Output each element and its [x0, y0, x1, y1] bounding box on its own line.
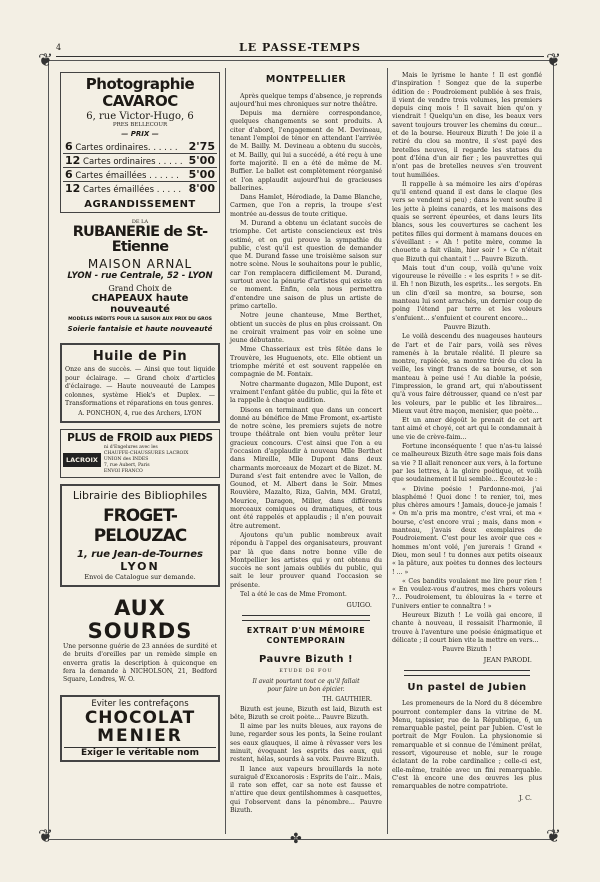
ad-eviter: Eviter les contrefaçons [91, 698, 189, 709]
column-rule [387, 68, 388, 834]
ad-line: CHAUFFE-CHAUSSURES LACROIX [103, 451, 189, 457]
article-signature: JEAN PARODI. [483, 656, 532, 665]
ad-title: RUBANERIE de St-Etienne [72, 224, 208, 256]
article-paragraph: Mais le lyrisme le hante ! Il est gonflé d'inspiration ! Songez que de la superbe édition de : Poudroiement publiée à ses frais, il vient de vendre trois volumes, les premiers depuis cinq mois ! Il savait bien qu'on y viendrait ! Quelqu'un en dise, les beaux vers savent toujours trouver les chemins du cœur... et de la bourse. Heureux Bizuth ! De joie il a retiré du clou sa montre, il s'est payé des bretelles neuves, il regarde les statues du pont d'Iéna d'un air fier ; les pauvrettes qui n'ont pas de bretelles neuves s'en trouvent tout humiliées. [392, 72, 542, 179]
ad-line: 7, rue Aubert, Paris [103, 463, 150, 469]
ad-rubanerie [60, 219, 220, 337]
ad-agrandissement: AGRANDISSEMENT [84, 199, 196, 210]
article-title-jubien: Un pastel de Jubien [407, 682, 527, 694]
ad-city: LYON [120, 559, 160, 573]
ad-froid-aux-pieds [60, 429, 220, 478]
ad-title: AUX SOURDS [87, 595, 193, 643]
advertisements-column [60, 72, 220, 768]
article-paragraph: Heureux Bizuth ! Le voilà gai encore, il chante à nouveau, il ressaisit l'harmonie, il trouve à l'aventure une poésie énigmatique et délicate ; il court bien vite la mettre en vers... [392, 612, 542, 644]
ad-near: PRES BELLECOUR [112, 122, 168, 128]
article-paragraph: Ajoutons qu'un public nombreux avait répondu à l'appel des organisateurs, prouvant par là que dans notre bonne ville de Montpellier les artistes qui y ont obtenu du succès ne sont jamais oubliés du public, qui sait le leur prouver quand l'occasion se présente. [230, 531, 382, 589]
article-paragraph: M. Durand a obtenu un éclatant succès de triomphe. Cet artiste consciencieux est très estimé, et on gui prouve la sympathie du public, c'est qu'il est question de demander que M. Durand fasse une troisième saison sur notre scène. Nous le souhaitons pour le public, car l'on remplacera difficilement M. Durand, surtout avec la pénurie d'artistes qui existe en ce moment. Enfin, cela nous permettra d'entendre une saison de plus un artiste de primo cartello. [230, 219, 382, 310]
ad-line: UNION des INDES [103, 457, 149, 463]
epigraph-author: TH. GAUTHIER. [322, 695, 372, 703]
lacroix-logo: LACROIX [63, 453, 101, 467]
article-paragraph: Après quelque temps d'absence, je reprends aujourd'hui mes chroniques sur notre théâtre. [230, 92, 382, 108]
ad-title: PLUS de FROID aux PIEDS [67, 432, 213, 445]
ad-envoi: Envoi de Catalogue sur demande. [84, 572, 196, 581]
ad-line: ENVOI FRANCO [103, 469, 143, 475]
corner-ornament-icon: ❦ [546, 826, 562, 847]
ad-chapeaux: CHAPEAUX haute nouveauté [91, 293, 189, 316]
ad-address: A. PONCHON, 4, rue des Archers, LYON [78, 410, 202, 418]
journal-title: LE PASSE-TEMPS [239, 41, 361, 54]
ad-aux-sourds [60, 593, 220, 689]
ad-chocolat-menier [60, 695, 220, 762]
ad-brand: CHOCOLAT [84, 707, 196, 728]
ad-exiger: Exiger le véritable nom [64, 747, 216, 758]
article-paragraph: Disons en terminant que dans un concert donné au bénéfice de Mme Fromont, ex-artiste de notre scène, les premiers sujets de notre troupe théâtrale ont bien voulu prêter leur gracieux concours. C'est ainsi que l'on a eu l'occasion d'applaudir à nouveau Mlle Berthet dans Mireille, Mlle Dupont dans deux charmants morceaux de Mozart et de Bizet. M. Durand s'est fait entendre avec le Vallon, de Gounod, et M. Albert dans le Soir. Mmes Rouvière, Mazalto, Riza, Galvin, MM. Gratzl, Meurice, Daragon, Miller, dans différents morceaux comiques ou dramatiques, et tous ont été rappelés et applaudis ; il n'en pouvait être autrement. [230, 406, 382, 530]
price-row: 12 Cartes ordinaires . . . . . 5'00 [65, 154, 215, 167]
separator [404, 670, 530, 676]
page-number: 4 [56, 43, 62, 52]
article-paragraph: Pauvre Bizuth ! [442, 646, 492, 654]
corner-ornament-icon: ❦ [38, 826, 54, 847]
column-rule [225, 68, 226, 834]
ad-address: 6, rue Victor-Hugo, 6 [86, 111, 194, 122]
corner-ornament-icon: ❦ [38, 50, 54, 71]
ad-subtitle: Librairie des Bibliophiles [72, 489, 208, 503]
article-signature: J. C. [518, 793, 532, 802]
ad-text: Une personne guérie de 23 années de surdité et de bruits d'oreilles par un remède simple en enverra gratis la description à quiconque en fera la demande à NICHOLSON, 21, Bedford Square, Londres, W. O. [63, 642, 217, 684]
header-rule [56, 56, 544, 57]
ad-menier: MENIER [97, 726, 183, 747]
ad-title: Photographie CAVAROC [85, 75, 195, 110]
ad-address: 1, rue Jean-de-Tournes [76, 548, 203, 560]
article-paragraph: Il lance aux vapeurs brouillards la note suraiguë d'Excanorosis : Esprits de l'air... Mais, il rate son effet, car sa note est fausse et n'attire que deux gentilshommes à casquettes, qui l'observent dans la pénombre... Pauvre Bizuth. [230, 765, 383, 815]
price-row: 12 Cartes émaillées . . . . . 8'00 [65, 182, 215, 195]
article-paragraph: Depuis ma dernière correspondance, quelques changements se sont produits. A citer d'abord, l'engagement de M. Devineau, tenant l'emploi de ténor en attendant l'arrivée de M. Bailly. M. Devineau a obtenu du succès, et M. Bailly, qui lui a succédé, a été reçu à une forte majorité. Il en a été de même de M. Buffier. Le ballet est complètement réorganisé et l'on applaudit aujourd'hui de gracieuses ballerines. [230, 110, 382, 192]
ad-huile-de-pin [60, 343, 220, 423]
ad-grand-choix: Grand Choix de [108, 284, 172, 294]
article-paragraph: Les promeneurs de la Nord du 8 décembre pourront contempler dans la vitrine de M. Menu, tapissier, rue de la République, 6, un remarquable pastel, peint par Jubien. C'est le portrait de Mgr Foulon. La physionomie si remarquable et si connue de l'éminent prélat, ressort, vigoureuse et noble, sur le rouge éclatant de la robe cardinalice ; celle-ci est, elle-même, traitée avec un fini remarquable. C'est là encore une des œuvres les plus remarquables de notre compatriote. [392, 700, 542, 791]
article-paragraph: Il rappelle à sa mémoire les airs d'opéras qu'il entend quand il est dans le claque (les vers se vendent si peu) ; dans le vent soufre il les jette à pleins canards, et les maisons des quais se serrent épeurées, et dans leurs lits blancs, sous les couvertures se cachent les petites filles qui dorment à mamans douces en s'éveillant : « Ah ! petite mère, comme la chouette a fait vilain, hier soir ! » Ce n'était que Bizuth qui chantait ! ... Pauvre Bizuth. [392, 180, 542, 263]
article-paragraph: Notre charmante dugazon, Mlle Dupont, est vraiment l'enfant gâtée du public, qui la fête et la rappelle à chaque audition. [230, 380, 382, 405]
article-paragraph: Il aime par les nuits bleues, aux rayons de lune, regarder sous les ponts, la Seine roulant ses eaux glauques, il aime à rêvasser vers les minuit, évoquant les esprits des eaux, qui restent, hélas, sourds à sa voix. Pauvre Bizuth. [230, 723, 382, 764]
middle-column [230, 72, 382, 816]
article-paragraph: Notre jeune chanteuse, Mme Berthet, obtient un succès de plus en plus croissant. On ne croirait vraiment pas voir en scène une jeune débutante. [230, 312, 382, 345]
article-etude: ETUDE DE FOU [279, 668, 333, 675]
article-title-montpellier: MONTPELLIER [265, 74, 347, 85]
article-paragraph: Le voilà descendu des nuageuses hauteurs de l'art et de l'air pars, voilà ses rêves ramenés à la brutale réalité. Il pleure sa montre, rapiécée, sa montre tirée du clou la veille, les vingt francs de sa bourse, et son manteau à peine usé ! Au diable la poésie, l'impression, le grand art, qui n'aboutissent qu'à vous faire détrousser, quand ce n'est par les voleurs, par le public et les libraires... Mieux vaut être maçon, menisier, que poète... [392, 333, 542, 415]
price-row: 6 Cartes ordinaires. . . . . . 2'75 [65, 140, 215, 153]
ad-soierie: Soierie fantaisie et haute nouveauté [67, 325, 213, 334]
ad-line: ni d'Engelures avec les [103, 445, 158, 451]
ad-modeles: MODÈLES INÉDITS POUR LA SAISON AUX PRIX DU GROS [68, 317, 212, 323]
article-paragraph: Mais tout d'un coup, voilà qu'une voix vigoureuse le réveille : « les esprits ! » se dit-il. Eh ! non Bizuth, les esprits... les sergots. En un clin d'œil sa montre, sa bourse, son manteau lui sont arrachés, un dernier coup de poing l'étend par terre et les voleurs s'enfuient... s'enfuient et courent encore... [392, 264, 542, 322]
ad-title: Huile de Pin [92, 349, 188, 365]
ad-de-la: DE LA [131, 219, 149, 225]
separator [242, 615, 370, 621]
ad-prix: — PRIX — [121, 130, 159, 138]
ad-text: Onze ans de succès. — Ainsi que tout liquide pour éclairage. — Grand choix d'articles d'éclairage. — Haute nouveauté de Lampes colonnes, système Hiek's et Duplex. — Transformations et réparations en tous genres. [65, 366, 215, 407]
article-paragraph: Dans Hamlet, Hérodiade, la Dame Blanche, Carmen, que l'on a repris, la troupe s'est montrée au-dessus de toute critique. [230, 194, 382, 218]
ad-cavaroc [60, 72, 220, 213]
article-paragraph: Pauvre Bizuth. [443, 323, 491, 331]
epigraph: Il avait pourtant tout ce qu'il fallait pour faire un bon épicier. [252, 677, 360, 693]
article-paragraph: Mme Chasseriaux est très fêtée dans le Trouvère, les Huguenots, etc. Elle obtient un triomphe mérité et est souvent rappelée en compagnie de M. Fontaix. [230, 346, 382, 379]
bottom-ornament-icon: ✤ [290, 831, 302, 847]
corner-ornament-icon: ❦ [546, 50, 562, 71]
ad-maison: MAISON ARNAL [87, 257, 193, 272]
right-column [392, 72, 542, 804]
article-subtitle: Pauvre Bizuth ! [258, 654, 354, 666]
ad-librairie [60, 484, 220, 587]
article-signature: GUIGO. [346, 601, 372, 610]
article-title-extrait: EXTRAIT D'UN MÉMOIRE CONTEMPORAIN [246, 625, 366, 646]
ad-title: FROGET-PELOUZAC [93, 505, 187, 546]
article-paragraph: Et un amer dégoût le prenait de cet art tant aimé et choyé, cet art qui le condamnait à une vie de crève-faim... [392, 417, 542, 441]
article-paragraph: « Divine poésie ! Pardonne-moi, j'ai blasphémé ! Quoi donc ! te renier, toi, mes plus chères amours ! Jamais, douce-je jamais ! « On m'a pris ma montre, c'est vrai, et ma « bourse, c'est encore vrai ; mais, dans mon « manteau, j'avais deux exemplaires de Poudroiement. C'est pour les avoir que ces « hommes m'ont volé, j'en jurerais ! Grand « Dieu, mon seul ! tu donnes aux petits oiseaux « la pâture, aux poètes tu donnes des lecteurs ! ... » [392, 485, 542, 576]
article-paragraph: Fortune inconséquente ! que n'as-tu laissé ce malheureux Bizuth être sage mais fois dans sa vie ? Il allait renoncer aux vers, à la fortune par les lettres, à la gloire poétique, et voilà que soudainement il lui semble... Ecoutez-le : [392, 443, 542, 484]
article-paragraph: « Ces bandits voulaient me lire pour rien ! « En voulez-vous d'autres, mes chers voleurs ?... Poudroiement, tu éblouiras la « terre et l'univers entier te connaîtra ! » [392, 577, 542, 610]
ad-city: LYON - rue Centrale, 52 - LYON [67, 271, 213, 282]
article-paragraph: Tel a été le cas de Mme Fromont. [240, 591, 347, 599]
article-paragraph: Bizuth est jeune, Bizuth est laid, Bizuth est bête, Bizuth se croit poète... Pauvre Bizuth. [230, 705, 382, 721]
price-row: 6 Cartes émaillées . . . . . . 5'00 [65, 168, 215, 181]
